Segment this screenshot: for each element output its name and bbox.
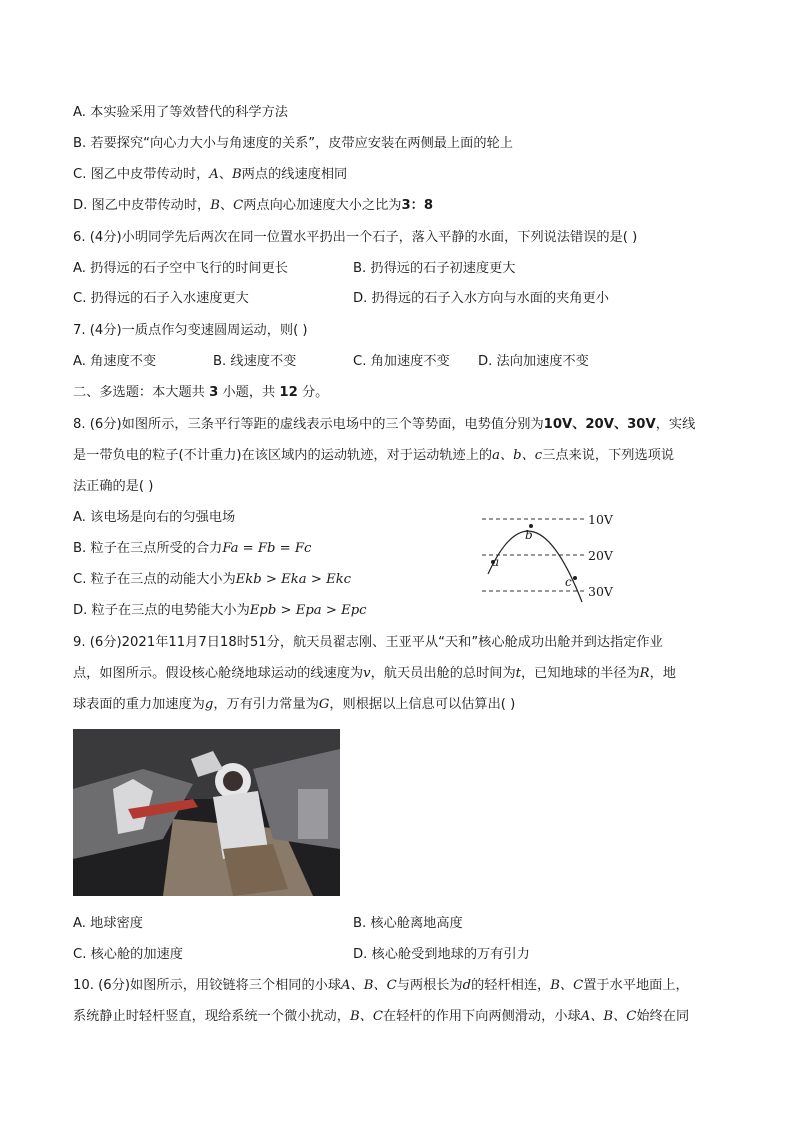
q8-stem-line3: 法正确的是( ) bbox=[73, 479, 154, 494]
point-c-dot bbox=[573, 576, 577, 580]
astronaut-photo bbox=[73, 729, 340, 896]
q8-option-d: D. 粒子在三点的电势能大小为Epb > Epa > Epc bbox=[73, 603, 367, 618]
q9-stem-line1: 9. (6分)2021年11月7日18时51分，航天员翟志刚、王亚平从“天和”核心舱成功出舱并到达指定作业 bbox=[73, 635, 663, 650]
point-b-label: b bbox=[525, 528, 533, 542]
q7-option-d: D. 法向加速度不变 bbox=[478, 354, 589, 369]
q7-stem: 7. (4分)一质点作匀变速圆周运动，则( ) bbox=[73, 323, 308, 338]
q7-option-b: B. 线速度不变 bbox=[213, 354, 297, 369]
potential-label-10v: 10V bbox=[588, 512, 613, 527]
q9-option-c: C. 核心舱的加速度 bbox=[73, 947, 183, 962]
q9-option-a: A. 地球密度 bbox=[73, 916, 143, 931]
q8-stem-line1: 8. (6分)如图所示，三条平行等距的虚线表示电场中的三个等势面，电势值分别为10V、20V、30V，实线 bbox=[73, 417, 696, 432]
potential-label-30v: 30V bbox=[588, 584, 613, 599]
q5-option-d: D. 图乙中皮带传动时，B、C两点向心加速度大小之比为3：8 bbox=[73, 198, 434, 213]
q8-stem-line2: 是一带负电的粒子(不计重力)在该区域内的运动轨迹，对于运动轨迹上的a、b、c三点来说，下列选项说 bbox=[73, 448, 675, 463]
q10-stem-line2: 系统静止时轻杆竖直，现给系统一个微小扰动，B、C在轻杆的作用下向两侧滑动，小球A、B、C始终在同 bbox=[73, 1009, 690, 1024]
q6-option-c: C. 扔得远的石子入水速度更大 bbox=[73, 291, 249, 306]
q7-option-a: A. 角速度不变 bbox=[73, 354, 157, 369]
q7-option-c: C. 角加速度不变 bbox=[353, 354, 450, 369]
q6-option-b: B. 扔得远的石子初速度更大 bbox=[353, 261, 516, 276]
point-c-label: c bbox=[565, 575, 572, 589]
q5-option-a: A. 本实验采用了等效替代的科学方法 bbox=[73, 105, 288, 120]
q10-stem-line1: 10. (6分)如图所示，用铰链将三个相同的小球A、B、C与两根长为d的轻杆相连，B、C置于水平地面上， bbox=[73, 978, 689, 993]
point-a-label: a bbox=[492, 555, 500, 569]
q8-option-b: B. 粒子在三点所受的合力Fa = Fb = Fc bbox=[73, 541, 312, 556]
q9-stem-line2: 点，如图所示。假设核心舱绕地球运动的线速度为v，航天员出舱的总时间为t，已知地球的半径为R，地 bbox=[73, 666, 676, 681]
q5-option-c: C. 图乙中皮带传动时，A、B两点的线速度相同 bbox=[73, 167, 348, 182]
q6-stem: 6. (4分)小明同学先后两次在同一位置水平扔出一个石子，落入平静的水面，下列说法错误的是( ) bbox=[73, 230, 638, 245]
q9-stem-line3: 球表面的重力加速度为g，万有引力常量为G，则根据以上信息可以估算出( ) bbox=[73, 697, 516, 712]
q6-option-d: D. 扔得远的石子入水方向与水面的夹角更小 bbox=[353, 291, 609, 306]
q8-option-c: C. 粒子在三点的动能大小为Ekb > Eka > Ekc bbox=[73, 572, 352, 587]
q9-option-b: B. 核心舱离地高度 bbox=[353, 916, 463, 931]
q8-option-a: A. 该电场是向右的匀强电场 bbox=[73, 510, 236, 525]
equipotential-diagram bbox=[478, 506, 638, 606]
section-heading-multi-choice: 二、多选题：本大题共 3 小题，共 12 分。 bbox=[73, 385, 329, 400]
q6-option-a: A. 扔得远的石子空中飞行的时间更长 bbox=[73, 261, 288, 276]
q9-option-d: D. 核心舱受到地球的万有引力 bbox=[353, 947, 530, 962]
potential-label-20v: 20V bbox=[588, 548, 613, 563]
q5-option-b: B. 若要探究“向心力大小与角速度的关系”，皮带应安装在两侧最上面的轮上 bbox=[73, 136, 513, 151]
